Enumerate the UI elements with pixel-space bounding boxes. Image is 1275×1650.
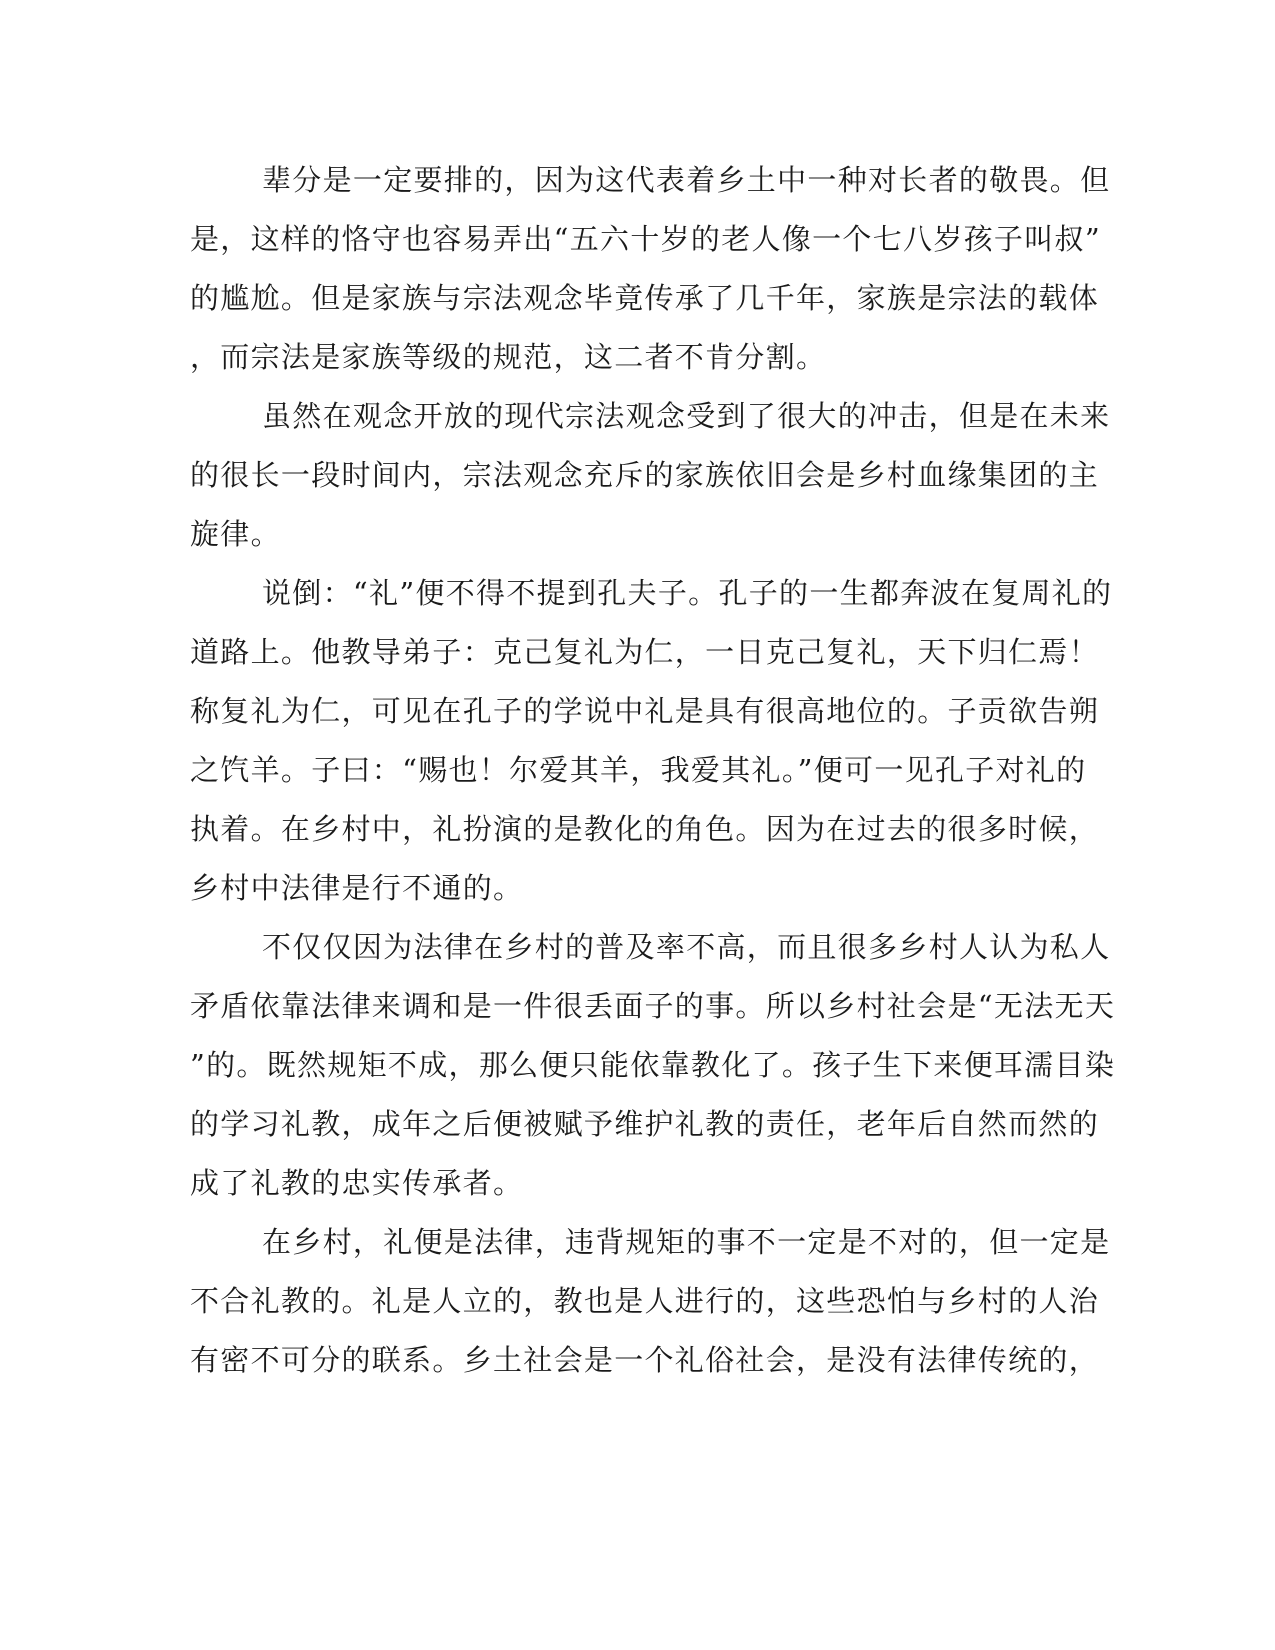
paragraph-2-line-2: 的很长一段时间内，宗法观念充斥的家族依旧会是乡村血缘集团的主 bbox=[190, 458, 1100, 492]
paragraph-3-line-4: 之饩羊。子曰：“赐也！尔爱其羊，我爱其礼。”便可一见孔子对礼的 bbox=[190, 753, 1087, 787]
paragraph-3-line-6: 乡村中法律是行不通的。 bbox=[190, 871, 524, 905]
paragraph-2-line-1: 虽然在观念开放的现代宗法观念受到了很大的冲击，但是在未来 bbox=[262, 399, 1111, 433]
paragraph-4-line-3: ”的。既然规矩不成，那么便只能依靠教化了。孩子生下来便耳濡目染 bbox=[190, 1048, 1116, 1082]
paragraph-1-line-2: 是，这样的恪守也容易弄出“五六十岁的老人像一个七八岁孩子叫叔” bbox=[190, 222, 1101, 256]
paragraph-4-line-1: 不仅仅因为法律在乡村的普及率不高，而且很多乡村人认为私人 bbox=[262, 930, 1111, 964]
paragraph-4-line-5: 成了礼教的忠实传承者。 bbox=[190, 1166, 524, 1200]
paragraph-5-line-1: 在乡村，礼便是法律，违背规矩的事不一定是不对的，但一定是 bbox=[262, 1225, 1111, 1259]
paragraph-3-line-3: 称复礼为仁，可见在孔子的学说中礼是具有很高地位的。子贡欲告朔 bbox=[190, 694, 1100, 728]
paragraph-5-line-3: 有密不可分的联系。乡土社会是一个礼俗社会，是没有法律传统的， bbox=[190, 1343, 1100, 1377]
paragraph-1-line-4: ，而宗法是家族等级的规范，这二者不肯分割。 bbox=[190, 340, 827, 374]
paragraph-1-line-3: 的尴尬。但是家族与宗法观念毕竟传承了几千年，家族是宗法的载体 bbox=[190, 281, 1100, 315]
paragraph-3-line-5: 执着。在乡村中，礼扮演的是教化的角色。因为在过去的很多时候， bbox=[190, 812, 1100, 846]
paragraph-2-line-3: 旋律。 bbox=[190, 517, 281, 551]
paragraph-3-line-2: 道路上。他教导弟子：克己复礼为仁，一日克己复礼，天下归仁焉！ bbox=[190, 635, 1100, 669]
paragraph-1-line-1: 辈分是一定要排的，因为这代表着乡土中一种对长者的敬畏。但 bbox=[262, 163, 1111, 197]
paragraph-5-line-2: 不合礼教的。礼是人立的，教也是人进行的，这些恐怕与乡村的人治 bbox=[190, 1284, 1100, 1318]
paragraph-3-line-1: 说倒：“礼”便不得不提到孔夫子。孔子的一生都奔波在复周礼的 bbox=[262, 576, 1113, 610]
paragraph-4-line-2: 矛盾依靠法律来调和是一件很丢面子的事。所以乡村社会是“无法无天 bbox=[190, 989, 1116, 1023]
paragraph-4-line-4: 的学习礼教，成年之后便被赋予维护礼教的责任，老年后自然而然的 bbox=[190, 1107, 1100, 1141]
